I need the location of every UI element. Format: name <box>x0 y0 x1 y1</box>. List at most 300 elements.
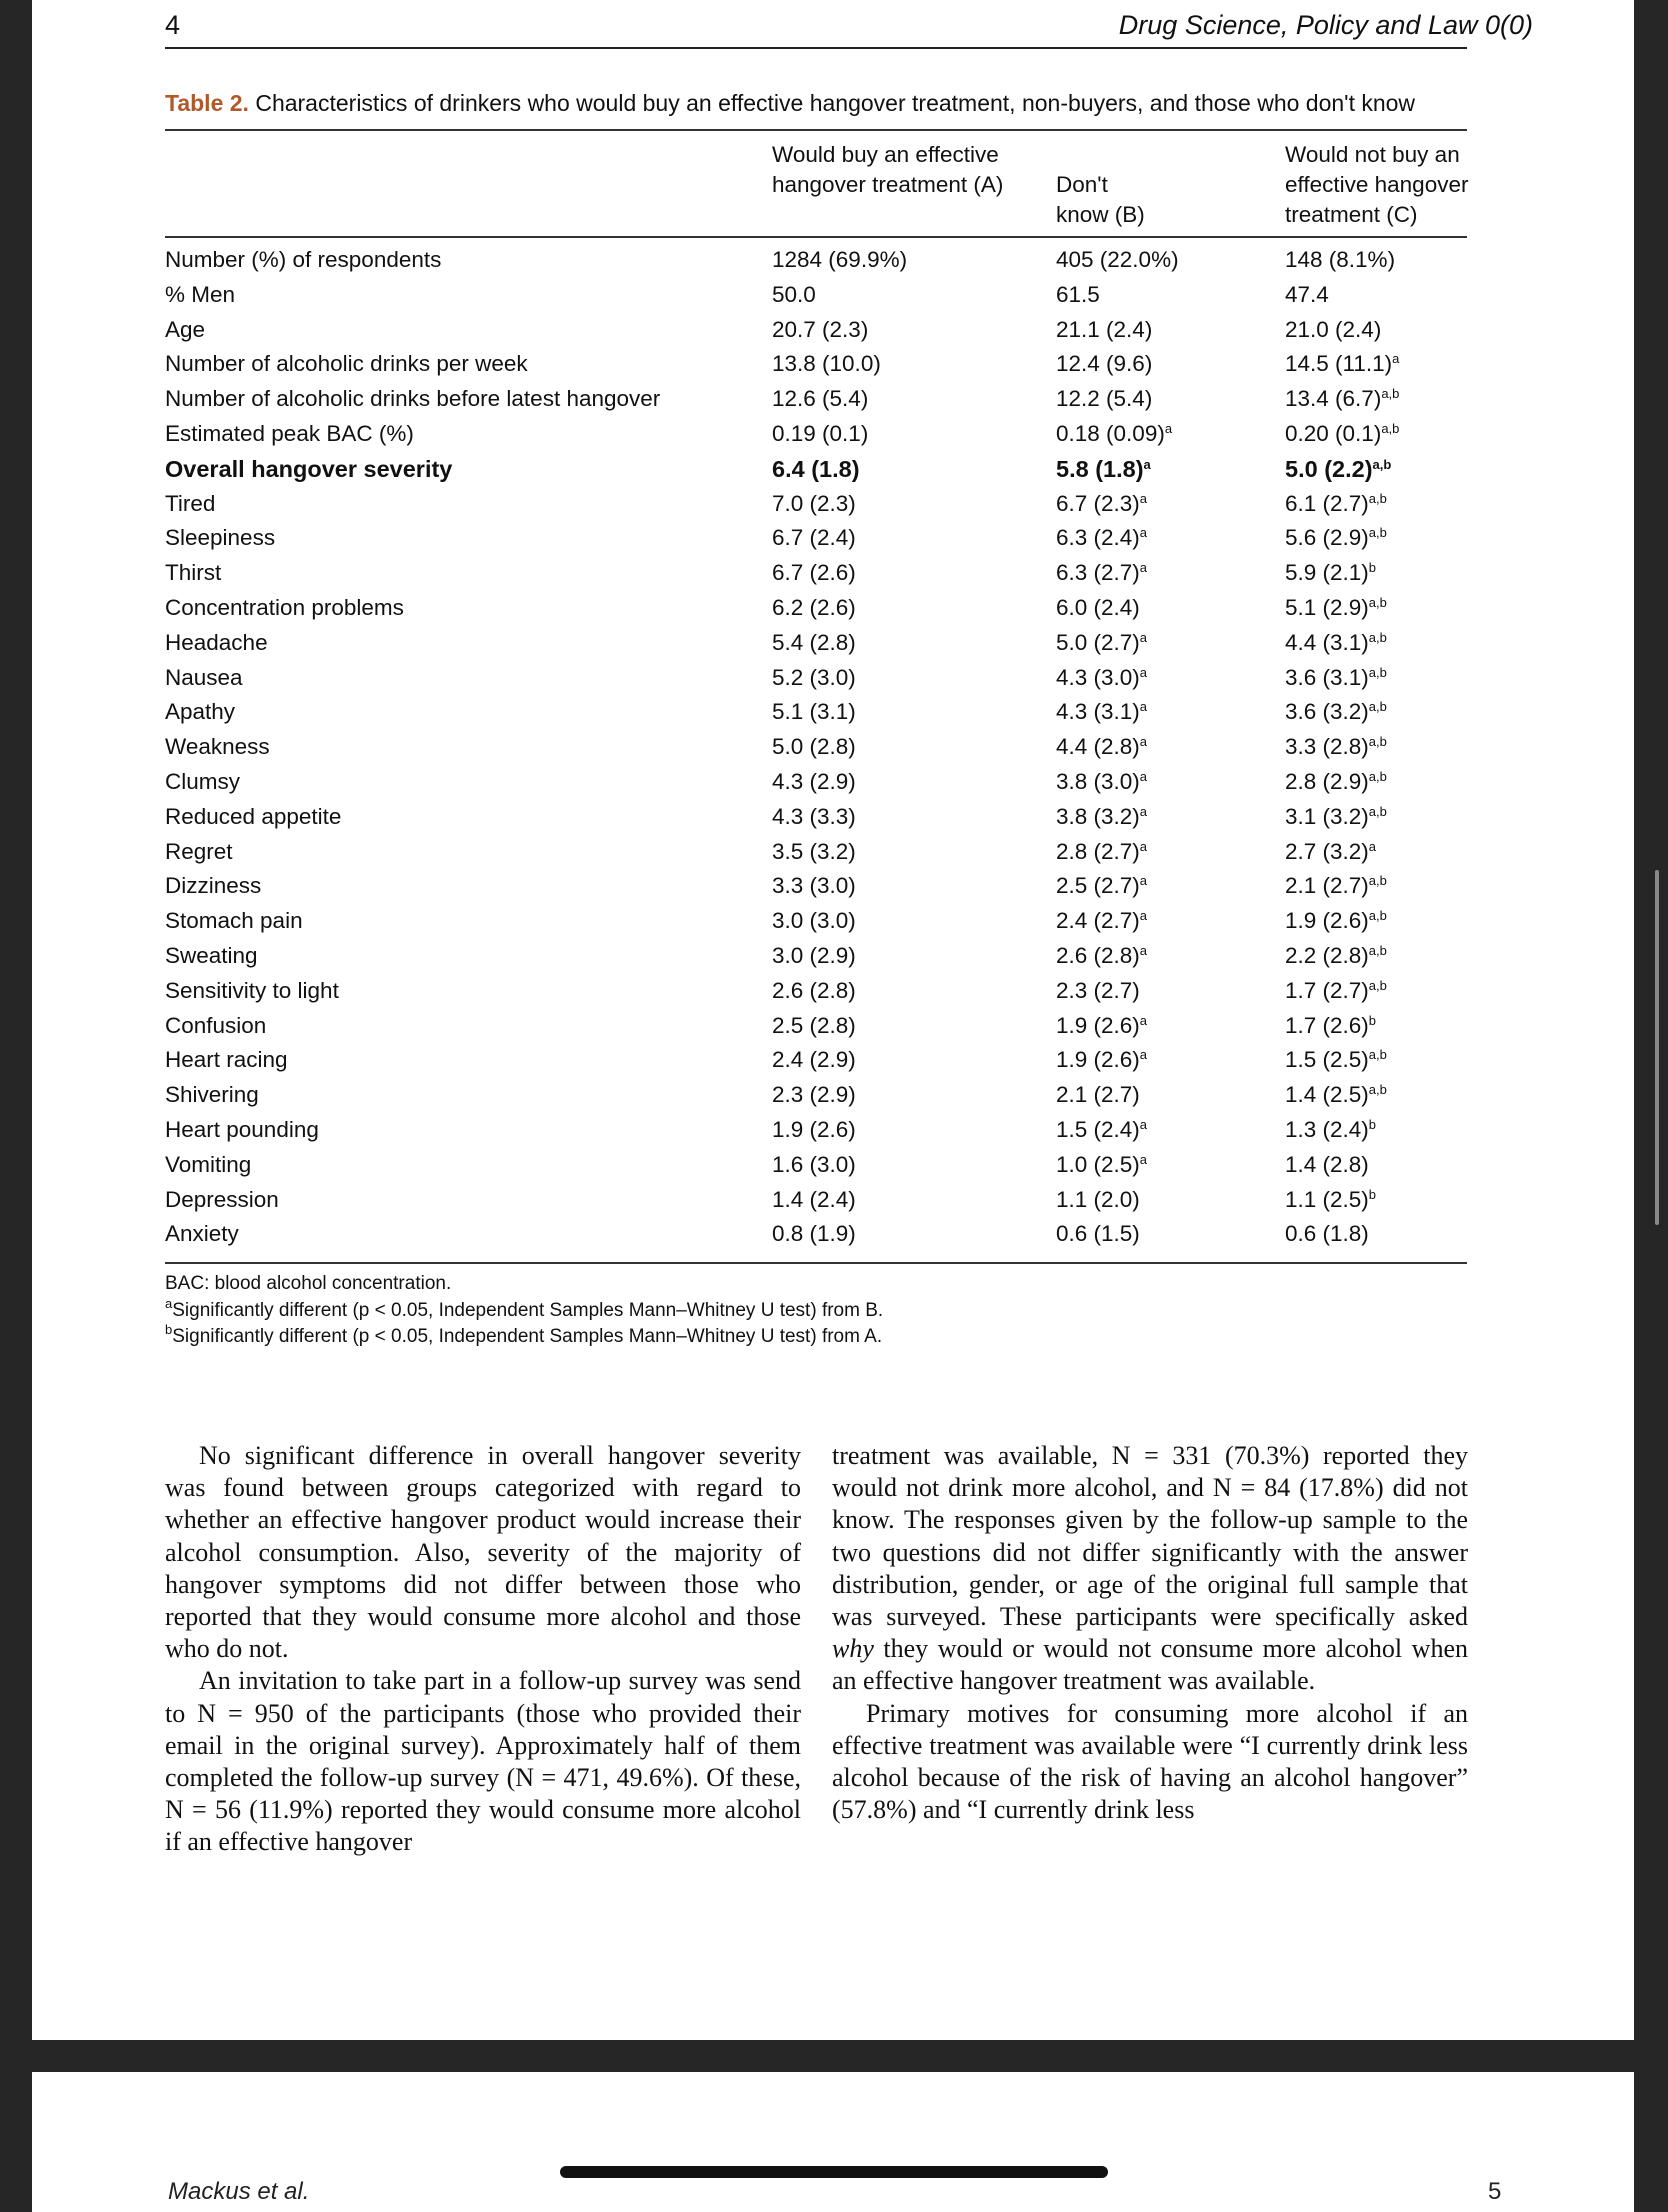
significance-marker: a,b <box>1368 1082 1387 1098</box>
table-row <box>165 978 1467 1013</box>
cell-value: 20.7 (2.3) <box>772 316 869 342</box>
cell-value: 2.5 (2.8) <box>772 1012 856 1038</box>
significance-marker: a <box>1139 803 1148 819</box>
cell-value: 1.5 (2.5) <box>1285 1047 1369 1073</box>
cell-value: % Men <box>165 281 236 307</box>
row-label <box>165 839 233 865</box>
significance-marker: a <box>1139 664 1148 680</box>
cell-would-buy <box>772 943 856 969</box>
cell-would-buy <box>772 839 856 865</box>
footnote-marker: a <box>165 1295 173 1311</box>
cell-would-buy <box>772 665 856 691</box>
cell-value: 1.7 (2.7) <box>1285 977 1369 1003</box>
cell-would-not-buy <box>1285 491 1387 517</box>
table-label: Table 2. <box>165 90 249 116</box>
cell-would-not-buy <box>1285 421 1399 447</box>
table-row <box>165 630 1467 665</box>
table-title: Characteristics of drinkers who would buy an effective hangover treatment, non-buyers, and those who don't know <box>255 90 1416 116</box>
row-label <box>165 1047 288 1073</box>
cell-value: 5.0 (2.8) <box>772 734 856 760</box>
cell-would-not-buy <box>1285 804 1387 830</box>
cell-dont-know <box>1056 908 1147 934</box>
cell-dont-know <box>1056 804 1147 830</box>
cell-value: 7.0 (2.3) <box>772 490 856 516</box>
cell-value: 4.3 (2.9) <box>772 769 856 794</box>
cell-value: 2.6 (2.8) <box>1056 943 1140 968</box>
cell-value: 6.7 (2.4) <box>772 525 856 551</box>
paragraph: No significant difference in overall hangover severity was found between groups categorized with regard to whether an effective hangover product would increase their alcohol consumption. Also, severity of the majority of hangover symptoms did not differ between those who reported that they would consume more alcohol and those who do not. <box>165 1441 801 1664</box>
cell-would-buy <box>772 1117 856 1143</box>
cell-value: 1.5 (2.4) <box>1056 1117 1140 1142</box>
significance-marker: b <box>1368 1186 1377 1202</box>
cell-value: 3.0 (3.0) <box>772 908 856 934</box>
cell-value: 21.1 (2.4) <box>1056 316 1153 342</box>
significance-marker: a <box>1139 525 1148 541</box>
significance-marker: a,b <box>1368 803 1387 819</box>
cell-value: Heart racing <box>165 1047 288 1073</box>
next-page-running-head: Mackus et al. <box>168 2178 310 2205</box>
cell-would-not-buy <box>1285 456 1391 483</box>
significance-marker: a <box>1368 838 1377 854</box>
cell-value: 1.3 (2.4) <box>1285 1117 1369 1142</box>
row-label <box>165 247 441 273</box>
body-column-left <box>165 1440 801 1859</box>
significance-marker: a,b <box>1368 595 1387 610</box>
significance-marker: a <box>1139 1012 1148 1028</box>
cell-value: 405 (22.0%) <box>1056 247 1179 272</box>
cell-value: 2.8 (2.9) <box>1285 769 1369 794</box>
cell-value: Clumsy <box>165 769 241 794</box>
significance-marker: a <box>1139 629 1148 645</box>
row-label <box>165 665 243 691</box>
body-column-right <box>832 1440 1468 1826</box>
cell-dont-know <box>1056 839 1147 865</box>
cell-would-buy <box>772 1221 856 1247</box>
cell-dont-know <box>1056 595 1140 621</box>
cell-would-buy <box>772 1187 856 1213</box>
cell-value: 3.3 (2.8) <box>1285 734 1369 760</box>
cell-value: 6.1 (2.7) <box>1285 490 1369 516</box>
significance-marker: a,b <box>1368 525 1387 541</box>
cell-would-buy <box>772 1152 856 1178</box>
cell-would-buy <box>772 421 868 447</box>
row-label <box>165 630 268 656</box>
cell-value: 0.18 (0.09) <box>1056 421 1165 446</box>
significance-marker: a,b <box>1368 769 1387 784</box>
cell-value: 0.8 (1.9) <box>772 1221 856 1247</box>
cell-would-not-buy <box>1285 1152 1369 1178</box>
row-label <box>165 908 303 934</box>
cell-would-not-buy <box>1285 943 1387 969</box>
cell-value: 12.4 (9.6) <box>1056 351 1153 377</box>
footnote-text: Significantly different (p < 0.05, Independent Samples Mann–Whitney U test) from A. <box>172 1326 883 1347</box>
cell-would-not-buy <box>1285 1082 1387 1108</box>
significance-marker: b <box>1368 1012 1377 1028</box>
cell-value: 3.5 (3.2) <box>772 838 856 864</box>
cell-dont-know <box>1056 943 1147 969</box>
significance-marker: a <box>1139 943 1148 958</box>
cell-value: 0.6 (1.8) <box>1285 1221 1369 1247</box>
row-label <box>165 734 270 760</box>
cell-value: 4.3 (3.0) <box>1056 664 1140 690</box>
cell-value: 6.0 (2.4) <box>1056 595 1140 620</box>
cell-dont-know <box>1056 1152 1147 1178</box>
significance-marker: a <box>1143 456 1151 472</box>
cell-dont-know <box>1056 560 1147 586</box>
table-footnote <box>165 1295 884 1322</box>
cell-value: 1.4 (2.4) <box>772 1186 856 1212</box>
cell-value: Age <box>165 316 206 342</box>
cell-dont-know <box>1056 1013 1147 1039</box>
cell-value: 1.9 (2.6) <box>1056 1012 1140 1038</box>
cell-dont-know <box>1056 734 1147 760</box>
row-label <box>165 978 339 1004</box>
cell-value: Overall hangover severity <box>165 455 453 482</box>
cell-value: 1.4 (2.8) <box>1285 1151 1369 1177</box>
table-row <box>165 282 1467 317</box>
table-row <box>165 1221 1467 1256</box>
cell-value: 2.2 (2.8) <box>1285 943 1369 968</box>
cell-value: Thirst <box>165 560 222 586</box>
cell-value: Anxiety <box>165 1221 239 1247</box>
cell-would-buy <box>772 1047 856 1073</box>
cell-dont-know <box>1056 978 1140 1004</box>
row-label <box>165 317 205 343</box>
table-row <box>165 247 1467 282</box>
significance-marker: a <box>1139 1151 1148 1167</box>
significance-marker: a <box>1139 490 1148 506</box>
cell-value: 5.4 (2.8) <box>772 629 856 655</box>
column-header-c: Would not buy an effective hangover treatment (C) <box>1285 142 1469 227</box>
cell-dont-know <box>1056 1221 1140 1247</box>
cell-value: 2.4 (2.9) <box>772 1047 856 1073</box>
significance-marker: a,b <box>1381 386 1400 402</box>
table-row <box>165 421 1467 456</box>
page-number: 4 <box>165 10 181 40</box>
cell-would-not-buy <box>1285 317 1381 343</box>
cell-would-not-buy <box>1285 1013 1376 1039</box>
cell-value: Regret <box>165 838 233 864</box>
text-run: treatment was available, N = 331 (70.3%) reported they would not drink more alcohol, and N = 84 (17.8%) did not know. The responses given by the follow-up sample to the two questions did not differ significantly with the answer distribution, gender, or age of the original full sample that was surveyed. These participants were specifically asked <box>832 1441 1468 1632</box>
cell-value: 6.3 (2.7) <box>1056 560 1140 586</box>
cell-value: 6.7 (2.3) <box>1056 490 1140 516</box>
significance-marker: a <box>1139 1117 1148 1132</box>
cell-would-not-buy <box>1285 247 1395 273</box>
cell-value: 1.1 (2.5) <box>1285 1186 1369 1212</box>
significance-marker: a,b <box>1368 908 1387 924</box>
cell-dont-know <box>1056 421 1172 447</box>
header-rule <box>165 47 1467 49</box>
cell-value: 0.20 (0.1) <box>1285 421 1382 446</box>
table-row <box>165 943 1467 978</box>
significance-marker: a,b <box>1368 734 1387 750</box>
cell-value: 5.6 (2.9) <box>1285 525 1369 551</box>
row-label <box>165 769 240 795</box>
cell-would-not-buy <box>1285 630 1387 656</box>
cell-dont-know <box>1056 491 1147 517</box>
cell-value: Concentration problems <box>165 595 404 620</box>
cell-would-buy <box>772 630 856 656</box>
cell-value: 50.0 <box>772 281 816 307</box>
significance-marker: a <box>1392 351 1400 367</box>
cell-value: 4.4 (2.8) <box>1056 734 1140 760</box>
cell-value: 5.8 (1.8) <box>1056 455 1144 482</box>
cell-would-not-buy <box>1285 978 1387 1004</box>
cell-value: 4.4 (3.1) <box>1285 629 1369 655</box>
cell-would-not-buy <box>1285 351 1399 377</box>
paragraph: Primary motives for consuming more alcohol if an effective treatment was available were “I currently drink less alcohol because of the risk of having an alcohol hangover” (57.8%) and “I currently drink less <box>832 1698 1468 1825</box>
cell-value: Vomiting <box>165 1151 252 1177</box>
cell-value: 3.6 (3.2) <box>1285 699 1369 725</box>
row-label <box>165 595 404 621</box>
cell-would-not-buy <box>1285 699 1387 725</box>
cell-value: 1284 (69.9%) <box>772 247 908 272</box>
cell-value: 6.4 (1.8) <box>772 455 860 482</box>
cell-value: 2.3 (2.9) <box>772 1082 856 1108</box>
significance-marker: a <box>1139 908 1148 924</box>
cell-dont-know <box>1056 525 1147 551</box>
cell-value: 1.6 (3.0) <box>772 1151 856 1177</box>
cell-would-not-buy <box>1285 769 1387 795</box>
cell-would-buy <box>772 491 856 517</box>
significance-marker: a <box>1139 1047 1148 1063</box>
cell-would-buy <box>772 1013 856 1039</box>
cell-value: 2.5 (2.7) <box>1056 873 1140 899</box>
cell-value: 1.9 (2.6) <box>1056 1047 1140 1073</box>
cell-value: Apathy <box>165 699 236 725</box>
row-label <box>165 421 414 447</box>
journal-title: Drug Science, Policy and Law 0(0) <box>1118 10 1533 40</box>
table-row <box>165 525 1467 560</box>
cell-value: 3.6 (3.1) <box>1285 664 1369 690</box>
cell-value: 1.1 (2.0) <box>1056 1186 1140 1212</box>
table-row <box>165 839 1467 874</box>
table-row <box>165 386 1467 421</box>
column-header-b: Don't know (B) <box>1056 172 1145 227</box>
cell-value: 1.4 (2.5) <box>1285 1082 1369 1108</box>
cell-value: Shivering <box>165 1082 259 1108</box>
significance-marker: a,b <box>1381 421 1400 436</box>
row-label <box>165 1187 279 1213</box>
cell-value: 5.0 (2.7) <box>1056 629 1140 655</box>
table-row <box>165 595 1467 630</box>
cell-value: 3.0 (2.9) <box>772 943 856 968</box>
table-row <box>165 560 1467 595</box>
significance-marker: a,b <box>1368 629 1387 645</box>
table-row <box>165 734 1467 769</box>
cell-would-buy <box>772 317 868 343</box>
row-label <box>165 1013 266 1039</box>
cell-would-buy <box>772 873 856 899</box>
row-label <box>165 351 528 377</box>
cell-value: 1.9 (2.6) <box>772 1117 856 1142</box>
cell-value: Weakness <box>165 734 270 760</box>
column-header-a: Would buy an effective hangover treatment (A) <box>772 142 1004 197</box>
cell-value: Confusion <box>165 1012 267 1038</box>
table-header-rule <box>165 236 1467 238</box>
cell-value: 5.0 (2.2) <box>1285 455 1373 482</box>
table-row <box>165 665 1467 700</box>
cell-would-buy <box>772 1082 856 1108</box>
significance-marker: a <box>1139 699 1148 715</box>
cell-would-not-buy <box>1285 386 1399 412</box>
cell-value: 3.1 (3.2) <box>1285 803 1369 829</box>
cell-value: 1.7 (2.6) <box>1285 1012 1369 1038</box>
table-row <box>165 1082 1467 1117</box>
cell-value: Stomach pain <box>165 908 303 934</box>
cell-value: 3.8 (3.0) <box>1056 769 1140 794</box>
table-row <box>165 699 1467 734</box>
table-caption <box>165 90 1415 117</box>
row-label <box>165 456 452 483</box>
significance-marker: b <box>1368 560 1377 576</box>
cell-dont-know <box>1056 665 1147 691</box>
row-label <box>165 943 258 969</box>
table-row <box>165 1187 1467 1222</box>
cell-value: Number of alcoholic drinks per week <box>165 351 528 377</box>
cell-would-buy <box>772 525 856 551</box>
significance-marker: a <box>1164 421 1173 436</box>
cell-would-not-buy <box>1285 908 1387 934</box>
cell-would-not-buy <box>1285 282 1329 308</box>
cell-would-buy <box>772 456 860 483</box>
row-label <box>165 491 215 517</box>
significance-marker: a,b <box>1368 490 1387 506</box>
cell-value: 3.3 (3.0) <box>772 873 856 899</box>
cell-would-buy <box>772 351 881 377</box>
cell-value: 61.5 <box>1056 281 1100 307</box>
cell-value: Number of alcoholic drinks before latest hangover <box>165 386 661 412</box>
cell-dont-know <box>1056 351 1152 377</box>
significance-marker: a <box>1139 769 1148 784</box>
cell-value: 13.8 (10.0) <box>772 351 881 377</box>
cell-would-buy <box>772 386 868 412</box>
cell-value: 13.4 (6.7) <box>1285 386 1382 412</box>
table-bottom-rule <box>165 1262 1467 1264</box>
footnote-marker: b <box>165 1322 173 1337</box>
cell-value: Reduced appetite <box>165 803 342 829</box>
cell-would-buy <box>772 560 856 586</box>
row-label <box>165 699 235 725</box>
row-label <box>165 1221 239 1247</box>
significance-marker: a <box>1139 873 1148 889</box>
cell-dont-know <box>1056 456 1151 483</box>
cell-would-buy <box>772 734 856 760</box>
cell-would-not-buy <box>1285 560 1376 586</box>
significance-marker: a <box>1139 734 1148 750</box>
row-label <box>165 1082 259 1108</box>
cell-would-not-buy <box>1285 873 1387 899</box>
cell-value: 6.3 (2.4) <box>1056 525 1140 551</box>
cell-value: 2.4 (2.7) <box>1056 908 1140 934</box>
cell-value: 6.2 (2.6) <box>772 595 856 620</box>
cell-value: Headache <box>165 629 268 655</box>
significance-marker: a <box>1139 560 1148 576</box>
cell-dont-know <box>1056 699 1147 725</box>
table-row <box>165 456 1467 491</box>
cell-would-buy <box>772 595 856 621</box>
cell-value: 5.9 (2.1) <box>1285 560 1369 586</box>
cell-value: 2.7 (3.2) <box>1285 838 1369 864</box>
cell-value: 5.1 (3.1) <box>772 699 856 725</box>
paragraph: An invitation to take part in a follow-up survey was send to N = 950 of the participants (those who provided their email in the original survey). Approximately half of them completed the follow-up survey (N = 471, 49.6%). Of these, N = 56 (11.9%) reported they would consume more alcohol if an effective hangover <box>165 1666 801 1857</box>
cell-would-not-buy <box>1285 1221 1369 1247</box>
scroll-indicator[interactable] <box>1655 870 1659 1225</box>
cell-dont-know <box>1056 1082 1140 1108</box>
row-label <box>165 1117 319 1143</box>
cell-value: 5.2 (3.0) <box>772 664 856 690</box>
cell-value: 12.6 (5.4) <box>772 386 869 412</box>
cell-value: Estimated peak BAC (%) <box>165 421 414 446</box>
row-label <box>165 1152 251 1178</box>
cell-would-buy <box>772 908 856 934</box>
table-row <box>165 1013 1467 1048</box>
table-row <box>165 351 1467 386</box>
cell-value: Dizziness <box>165 873 262 899</box>
cell-value: 2.8 (2.7) <box>1056 838 1140 864</box>
cell-value: 47.4 <box>1285 281 1329 307</box>
cell-value: 2.1 (2.7) <box>1285 873 1369 899</box>
cell-value: 0.19 (0.1) <box>772 421 869 446</box>
cell-would-buy <box>772 282 816 308</box>
row-label <box>165 525 275 551</box>
cell-dont-know <box>1056 247 1179 273</box>
table-row <box>165 769 1467 804</box>
row-label <box>165 873 261 899</box>
text-run: they would or would not consume more alcohol when an effective hangover treatment was available. <box>832 1634 1468 1696</box>
cell-dont-know <box>1056 873 1147 899</box>
cell-value: 4.3 (3.1) <box>1056 699 1140 725</box>
table-row <box>165 491 1467 526</box>
cell-value: Tired <box>165 490 216 516</box>
table-row <box>165 317 1467 352</box>
cell-value: 4.3 (3.3) <box>772 803 856 829</box>
significance-marker: a,b <box>1368 943 1387 958</box>
cell-dont-know <box>1056 630 1147 656</box>
significance-marker: a,b <box>1368 699 1387 715</box>
cell-would-buy <box>772 804 856 830</box>
significance-marker: a <box>1139 838 1148 854</box>
cell-value: 12.2 (5.4) <box>1056 386 1153 412</box>
cell-would-not-buy <box>1285 525 1387 551</box>
cell-would-buy <box>772 978 856 1004</box>
significance-marker: a,b <box>1368 664 1387 680</box>
cell-would-not-buy <box>1285 1117 1376 1143</box>
cell-value: 21.0 (2.4) <box>1285 316 1382 342</box>
table-top-rule <box>165 129 1467 131</box>
cell-value: 1.9 (2.6) <box>1285 908 1369 934</box>
cell-value: Sleepiness <box>165 525 276 551</box>
row-label <box>165 560 221 586</box>
cell-value: 2.1 (2.7) <box>1056 1082 1140 1108</box>
cell-value: 14.5 (11.1) <box>1285 351 1393 377</box>
row-label <box>165 282 235 308</box>
row-label <box>165 804 341 830</box>
table-row <box>165 804 1467 839</box>
cell-value: 5.1 (2.9) <box>1285 595 1369 620</box>
cell-value: Sensitivity to light <box>165 977 339 1003</box>
cell-dont-know <box>1056 769 1147 795</box>
home-indicator[interactable] <box>560 2166 1108 2178</box>
table-footnote <box>165 1322 883 1348</box>
cell-would-not-buy <box>1285 1047 1387 1073</box>
cell-value: 1.0 (2.5) <box>1056 1151 1140 1177</box>
cell-value: Nausea <box>165 664 243 690</box>
cell-value: 3.8 (3.2) <box>1056 803 1140 829</box>
cell-dont-know <box>1056 317 1152 343</box>
cell-value: 2.3 (2.7) <box>1056 977 1140 1003</box>
cell-would-buy <box>772 769 856 795</box>
